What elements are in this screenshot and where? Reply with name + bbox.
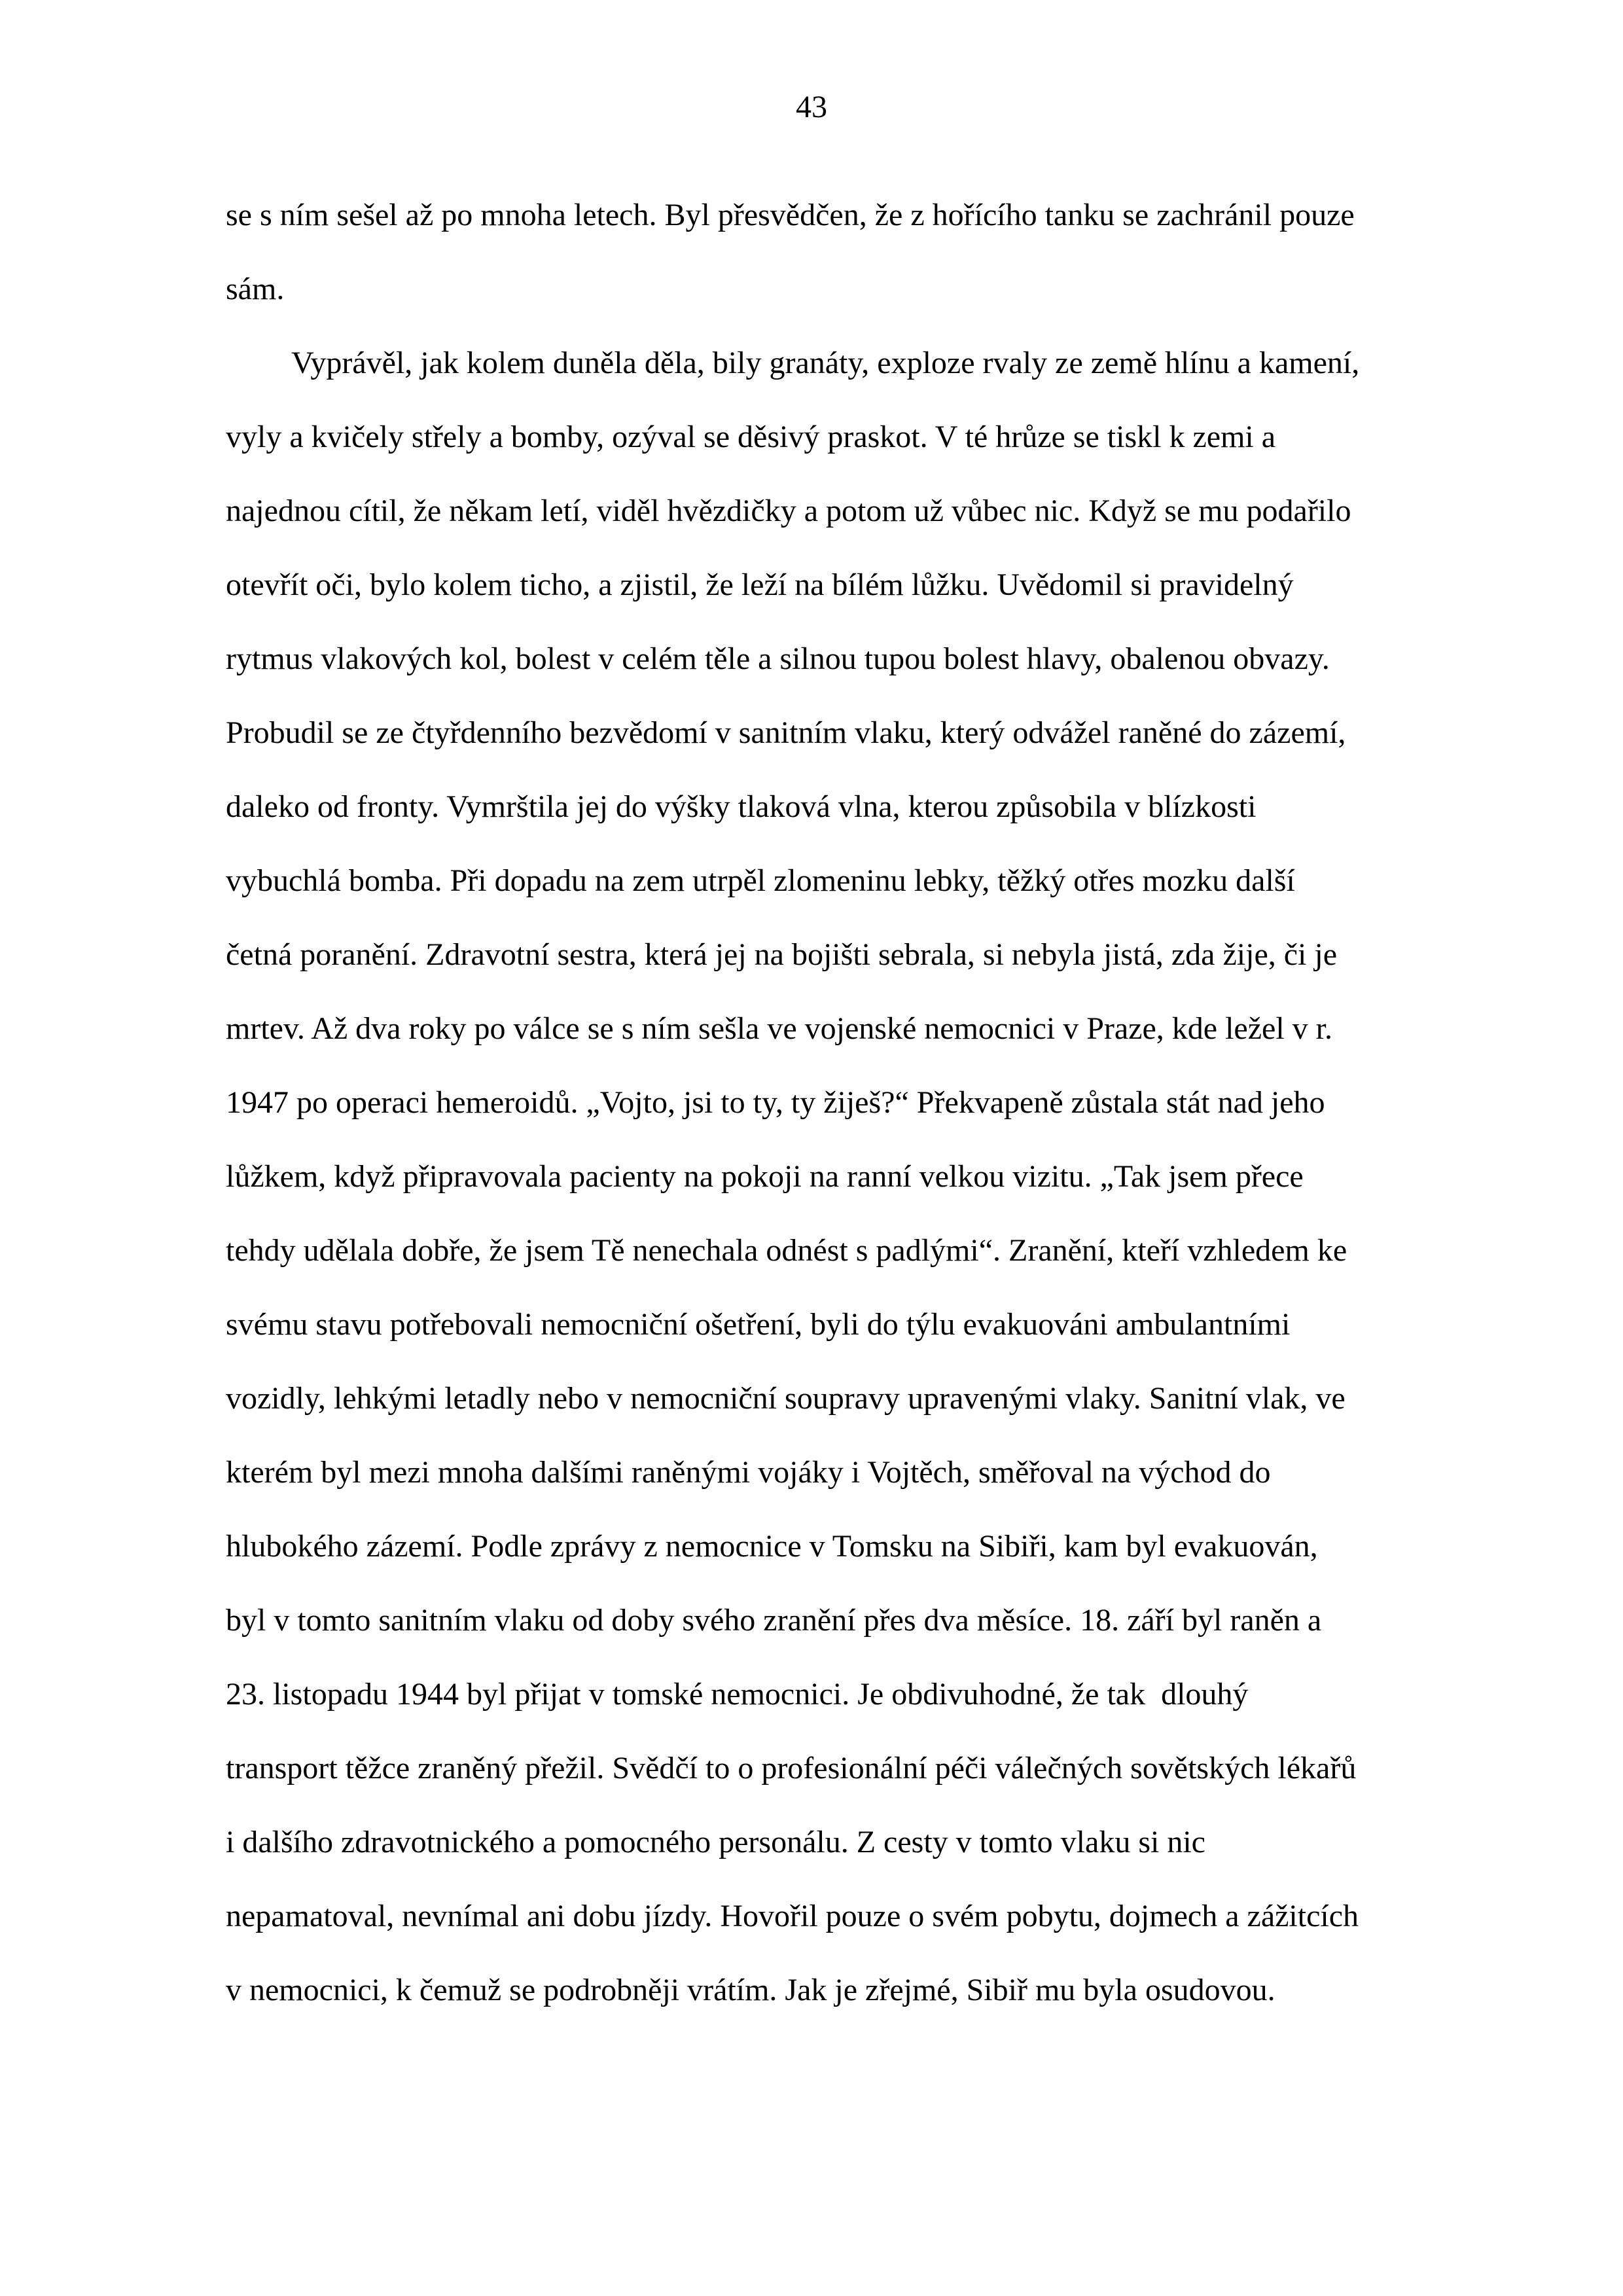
text-line: rytmus vlakových kol, bolest v celém těle a silnou tupou bolest hlavy, obalenou obvazy. [226, 641, 1330, 676]
text-line: vyly a kvičely střely a bomby, ozýval se děsivý praskot. V té hrůze se tiskl k zemi a [226, 420, 1276, 454]
text-line: 23. listopadu 1944 byl přijat v tomské nemocnici. Je obdivuhodné, že tak dlouhý [226, 1677, 1249, 1712]
text-line: daleko od fronty. Vymrštila jej do výšky tlaková vlna, kterou způsobila v blízkosti [226, 789, 1257, 824]
text-line: se s ním sešel až po mnoha letech. Byl přesvědčen, že z hořícího tanku se zachránil pouze [226, 198, 1355, 232]
text-line: byl v tomto sanitním vlaku od doby svého zranění přes dva měsíce. 18. září byl raněn a [226, 1603, 1322, 1638]
text-line: Probudil se ze čtyřdenního bezvědomí v sanitním vlaku, který odvážel raněné do zázemí, [226, 715, 1346, 750]
text-line: v nemocnici, k čemuž se podrobněji vrátím. Jak je zřejmé, Sibiř mu byla osudovou. [226, 1973, 1275, 2007]
page-header [0, 90, 1623, 124]
text-line: lůžkem, když připravovala pacienty na pokoji na ranní velkou vizitu. „Tak jsem přece [226, 1159, 1304, 1194]
text-line: najednou cítil, že někam letí, viděl hvězdičky a potom už vůbec nic. Když se mu podařilo [226, 493, 1351, 528]
text-line paragraph-start: Vyprávěl, jak kolem duněla děla, bily granáty, exploze rvaly ze země hlínu a kamení, [291, 346, 1360, 380]
text-line: kterém byl mezi mnoha dalšími raněnými vojáky i Vojtěch, směřoval na východ do [226, 1455, 1271, 1490]
text-line: otevřít oči, bylo kolem ticho, a zjistil, že leží na bílém lůžku. Uvědomil si pravidelný [226, 567, 1294, 602]
text-line: hlubokého zázemí. Podle zprávy z nemocnice v Tomsku na Sibiři, kam byl evakuován, [226, 1529, 1318, 1564]
text-line: i dalšího zdravotnického a pomocného personálu. Z cesty v tomto vlaku si nic [226, 1825, 1205, 1859]
text-line: sám. [226, 272, 285, 306]
text-line: nepamatoval, nevnímal ani dobu jízdy. Hovořil pouze o svém pobytu, dojmech a zážitcích [226, 1899, 1359, 1933]
text-line: svému stavu potřebovali nemocniční ošetření, byli do týlu evakuováni ambulantními [226, 1307, 1291, 1342]
text-line: četná poranění. Zdravotní sestra, která jej na bojišti sebrala, si nebyla jistá, zda žije, či je [226, 937, 1338, 972]
page-number [796, 90, 827, 124]
body-text [226, 178, 1508, 2027]
page-number-value: 43 [796, 90, 827, 124]
text-line: mrtev. Až dva roky po válce se s ním sešla ve vojenské nemocnici v Praze, kde ležel v r. [226, 1011, 1333, 1046]
text-line: vozidly, lehkými letadly nebo v nemocniční soupravy upravenými vlaky. Sanitní vlak, ve [226, 1381, 1346, 1416]
text-line: 1947 po operaci hemeroidů. „Vojto, jsi to ty, ty žiješ?“ Překvapeně zůstala stát nad jeho [226, 1085, 1325, 1120]
text-line: vybuchlá bomba. Při dopadu na zem utrpěl zlomeninu lebky, těžký otřes mozku další [226, 863, 1295, 898]
text-line: tehdy udělala dobře, že jsem Tě nenechala odnést s padlými“. Zranění, kteří vzhledem ke [226, 1233, 1347, 1268]
text-line: transport těžce zraněný přežil. Svědčí to o profesionální péči válečných sovětských lékařů [226, 1751, 1357, 1785]
